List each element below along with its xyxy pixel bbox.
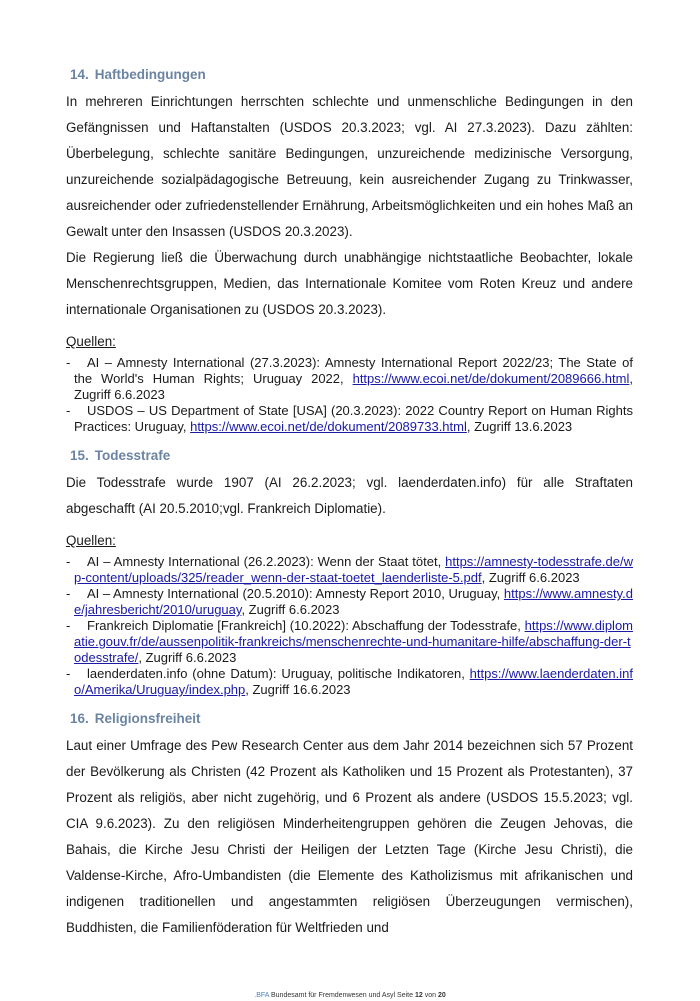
bfa-logo: .BFA — [254, 992, 270, 999]
source-item: - laenderdaten.info (ohne Datum): Uruguay, politische Indikatoren, https://www.laenderdaten.info/Amerika/Uruguay/index.php, Zugriff 16.6.2023 — [66, 666, 633, 697]
source-link[interactable]: https://amnesty-todesstrafe.de/wp-content/uploads/325/reader_wenn-der-staat-toetet_laenderliste-5.pdf — [74, 554, 633, 585]
section-heading-16: 16. Religionsfreiheit — [70, 711, 201, 726]
source-link[interactable]: https://www.laenderdaten.info/Amerika/Uruguay/index.php — [74, 666, 633, 697]
source-item: - AI – Amnesty International (26.2.2023): Wenn der Staat tötet, https://amnesty-todesstrafe.de/wp-content/uploads/325/reader_wenn-der-staat-toetet_laenderliste-5.pdf, Zugriff 6.6.2023 — [66, 554, 633, 585]
sources-label: Quellen: — [66, 533, 116, 548]
sources-list — [66, 554, 633, 698]
paragraph: Die Regierung ließ die Überwachung durch unabhängige nichtstaatliche Beobachter, lokale Menschenrechtsgruppen, Medien, das Internationale Komitee vom Roten Kreuz und andere internationale Organisationen zu (USDOS 20.3.2023). — [66, 250, 633, 317]
section-heading-15: 15. Todesstrafe — [70, 448, 171, 463]
section-heading-14: 14. Haftbedingungen — [70, 67, 206, 82]
source-item: - AI – Amnesty International (27.3.2023): Amnesty International Report 2022/23; The State of the World's Human Rights; Uruguay 2022, https://www.ecoi.net/de/dokument/2089666.html, Zugriff 6.6.2023 — [66, 355, 633, 402]
source-item: - USDOS – US Department of State [USA] (20.3.2023): 2022 Country Report on Human Rights Practices: Uruguay, https://www.ecoi.net/de/dokument/2089733.html, Zugriff 13.6.2023 — [66, 403, 633, 434]
page-footer: .BFA Bundesamt für Fremdenwesen und Asyl Seite 12 von 20 — [254, 992, 446, 999]
page-total: 20 — [437, 992, 446, 999]
source-link[interactable]: https://www.ecoi.net/de/dokument/2089666.html — [352, 371, 630, 386]
sources-list — [66, 355, 633, 435]
source-link[interactable]: https://www.diplomatie.gouv.fr/de/aussenpolitik-frankreichs/menschenrechte-und-humanitare-hilfe/abschaffung-der-todesstrafe/ — [74, 618, 633, 665]
paragraph: In mehreren Einrichtungen herrschten schlechte und unmenschliche Bedingungen in den Gefängnissen und Haftanstalten (USDOS 20.3.2023; vgl. AI 27.3.2023). Dazu zählten: Überbelegung, schlechte sanitäre Bedingungen, unzureichende medizinische Versorgung, unzureichende sozialpädagogische Betreuung, kein ausreichender Zugang zu Trinkwasser, ausreichender oder zufriedenstellender Ernährung, Arbeitsmöglichkeiten und ein hohes Maß an Gewalt unter den Insassen (USDOS 20.3.2023). — [66, 94, 633, 239]
source-link[interactable]: https://www.amnesty.de/jahresbericht/2010/uruguay — [74, 586, 633, 617]
source-item: - Frankreich Diplomatie [Frankreich] (10.2022): Abschaffung der Todesstrafe, https://www.diplomatie.gouv.fr/de/aussenpolitik-frankreichs/menschenrechte-und-humanitare-hilfe/abschaffung-der-todesstrafe/, Zugriff 6.6.2023 — [66, 618, 633, 665]
paragraph: Die Todesstrafe wurde 1907 (AI 26.2.2023; vgl. laenderdaten.info) für alle Straftaten abgeschafft (AI 20.5.2010;vgl. Frankreich Diplomatie). — [66, 475, 633, 516]
paragraph: Laut einer Umfrage des Pew Research Center aus dem Jahr 2014 bezeichnen sich 57 Prozent der Bevölkerung als Christen (42 Prozent als Katholiken und 15 Prozent als Protestanten), 37 Prozent als religiös, aber nicht zugehörig, und 6 Prozent als andere (USDOS 15.5.2023; vgl. CIA 9.6.2023). Zu den religiösen Minderheitengruppen gehören die Zeugen Jehovas, die Bahais, die Kirche Jesu Christi der Heiligen der Letzten Tage (Kirche Jesu Christi), die Valdense-Kirche, Afro-Umbandisten (die Elemente des Katholizismus mit afrikanischen und indigenen traditionellen und angestammten religiösen Überzeugungen vermischen), Buddhisten, die Familienföderation für Weltfrieden und — [66, 738, 633, 935]
document-page — [66, 0, 633, 981]
page-number: 12 — [414, 992, 423, 999]
source-link[interactable]: https://www.ecoi.net/de/dokument/2089733.html — [190, 419, 467, 434]
source-item: - AI – Amnesty International (20.5.2010): Amnesty Report 2010, Uruguay, https://www.amnesty.de/jahresbericht/2010/uruguay, Zugriff 6.6.2023 — [66, 586, 633, 617]
sources-label: Quellen: — [66, 334, 116, 349]
